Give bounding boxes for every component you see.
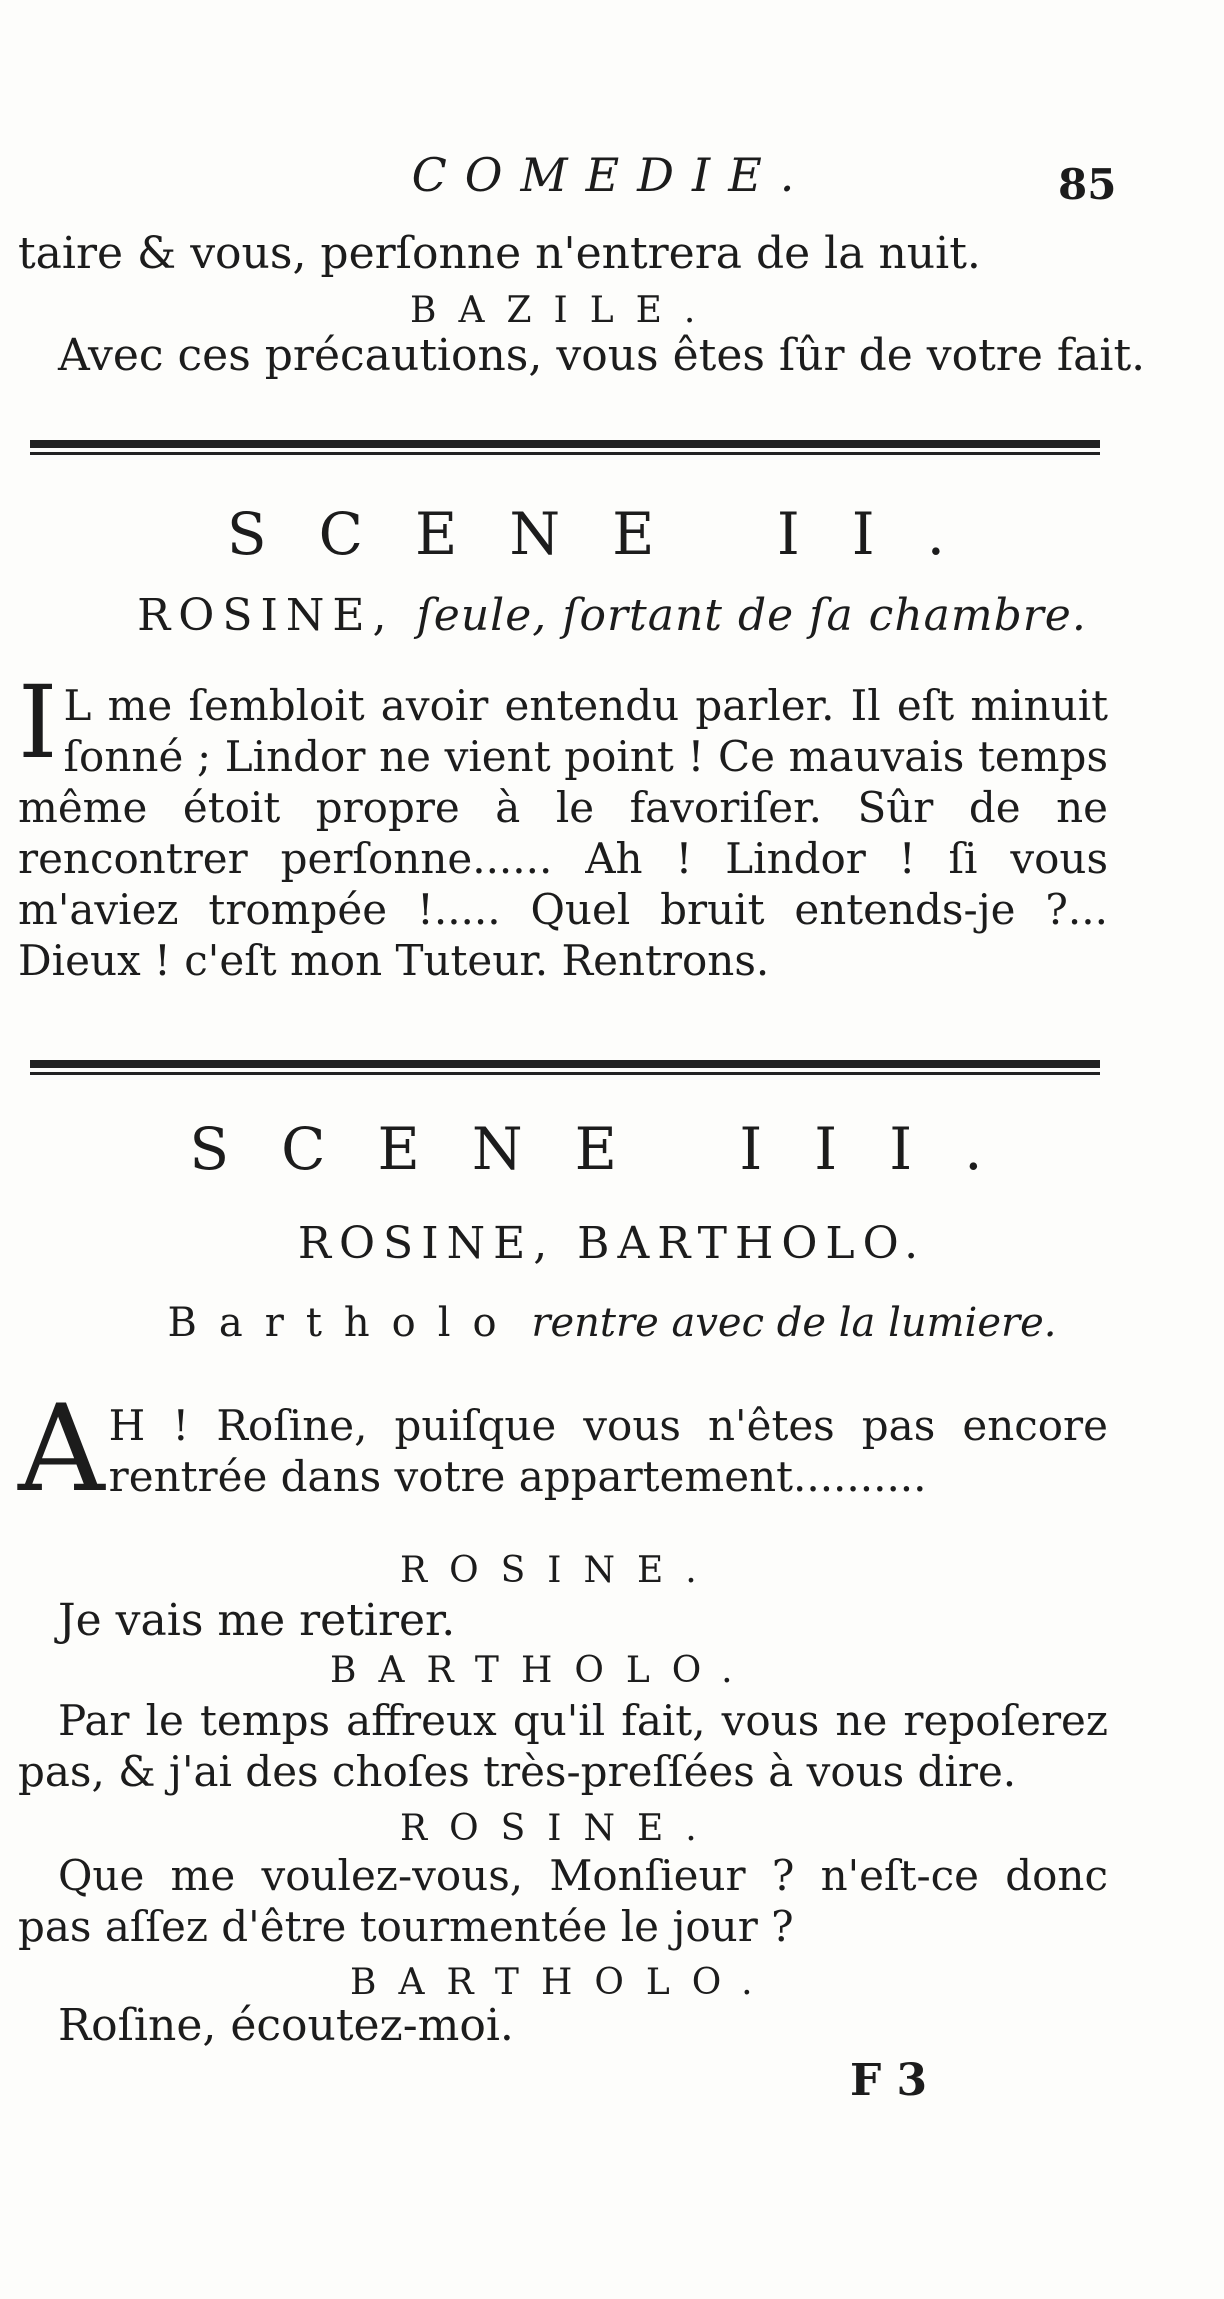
text-line: taire & vous, perſonne n'entrera de la nuit. [18,228,981,279]
speaker-name: BAZILE. [410,290,718,331]
paragraph-text: H ! Roſine, puiſque vous n'êtes pas encore rentrée dans votre appartement.......... [108,1401,1108,1501]
stage-direction [0,1300,1224,1346]
page-number: 85 [1058,160,1117,209]
speaker-name: BARTHOLO. [350,1962,775,2003]
speech-paragraph [18,1380,1108,1519]
speech-paragraph: Que me voulez-vous, Monſieur ? n'eſt-ce donc pas aſſez d'être tourmentée le jour ? [18,1851,1108,1951]
speech-paragraph: Par le temps affreux qu'il fait, vous ne repoſerez pas, & j'ai des choſes très-preſſées à vous dire. [18,1696,1108,1796]
text-line: Avec ces précautions, vous êtes ſûr de votre fait. [58,330,1146,381]
scene-cast [0,590,1224,641]
section-rule [30,440,1100,455]
cast-names: ROSINE, [137,590,395,641]
scene-cast: ROSINE, BARTHOLO. [297,1218,927,1269]
signature-mark: F 3 [850,2055,928,2106]
paragraph-text: L me ſembloit avoir entendu parler. Il eſt minuit ſonné ; Lindor ne vient point ! Ce mauvais temps même étoit propre à le favoriſer. Sûr de ne rencontrer perſonne...... Ah ! Lindor ! ſi vous m'aviez trompée !..... Quel bruit entends-je ?... Dieux ! c'eſt mon Tuteur. Rentrons. [18,681,1108,985]
cast-direction: ſeule, ſortant de ſa chambre. [416,590,1087,641]
section-rule [30,1060,1100,1075]
speaker-name: ROSINE. [400,1808,719,1849]
stage-speaker: Bartholo [167,1300,519,1346]
speaker-name: BARTHOLO. [330,1650,755,1691]
speech-line: Je vais me retirer. [58,1595,456,1646]
drop-cap: A [18,1380,105,1519]
scene-title: SCENE III. [189,1115,1035,1183]
drop-cap: I [18,664,58,781]
stage-text: rentre avec de la lumiere. [531,1300,1057,1346]
speaker-name: ROSINE. [400,1550,719,1591]
monologue-paragraph [18,664,1108,986]
running-head: COMEDIE. [411,148,813,202]
scene-title: SCENE II. [226,500,998,568]
speech-line: Roſine, écoutez-moi. [58,2000,514,2051]
